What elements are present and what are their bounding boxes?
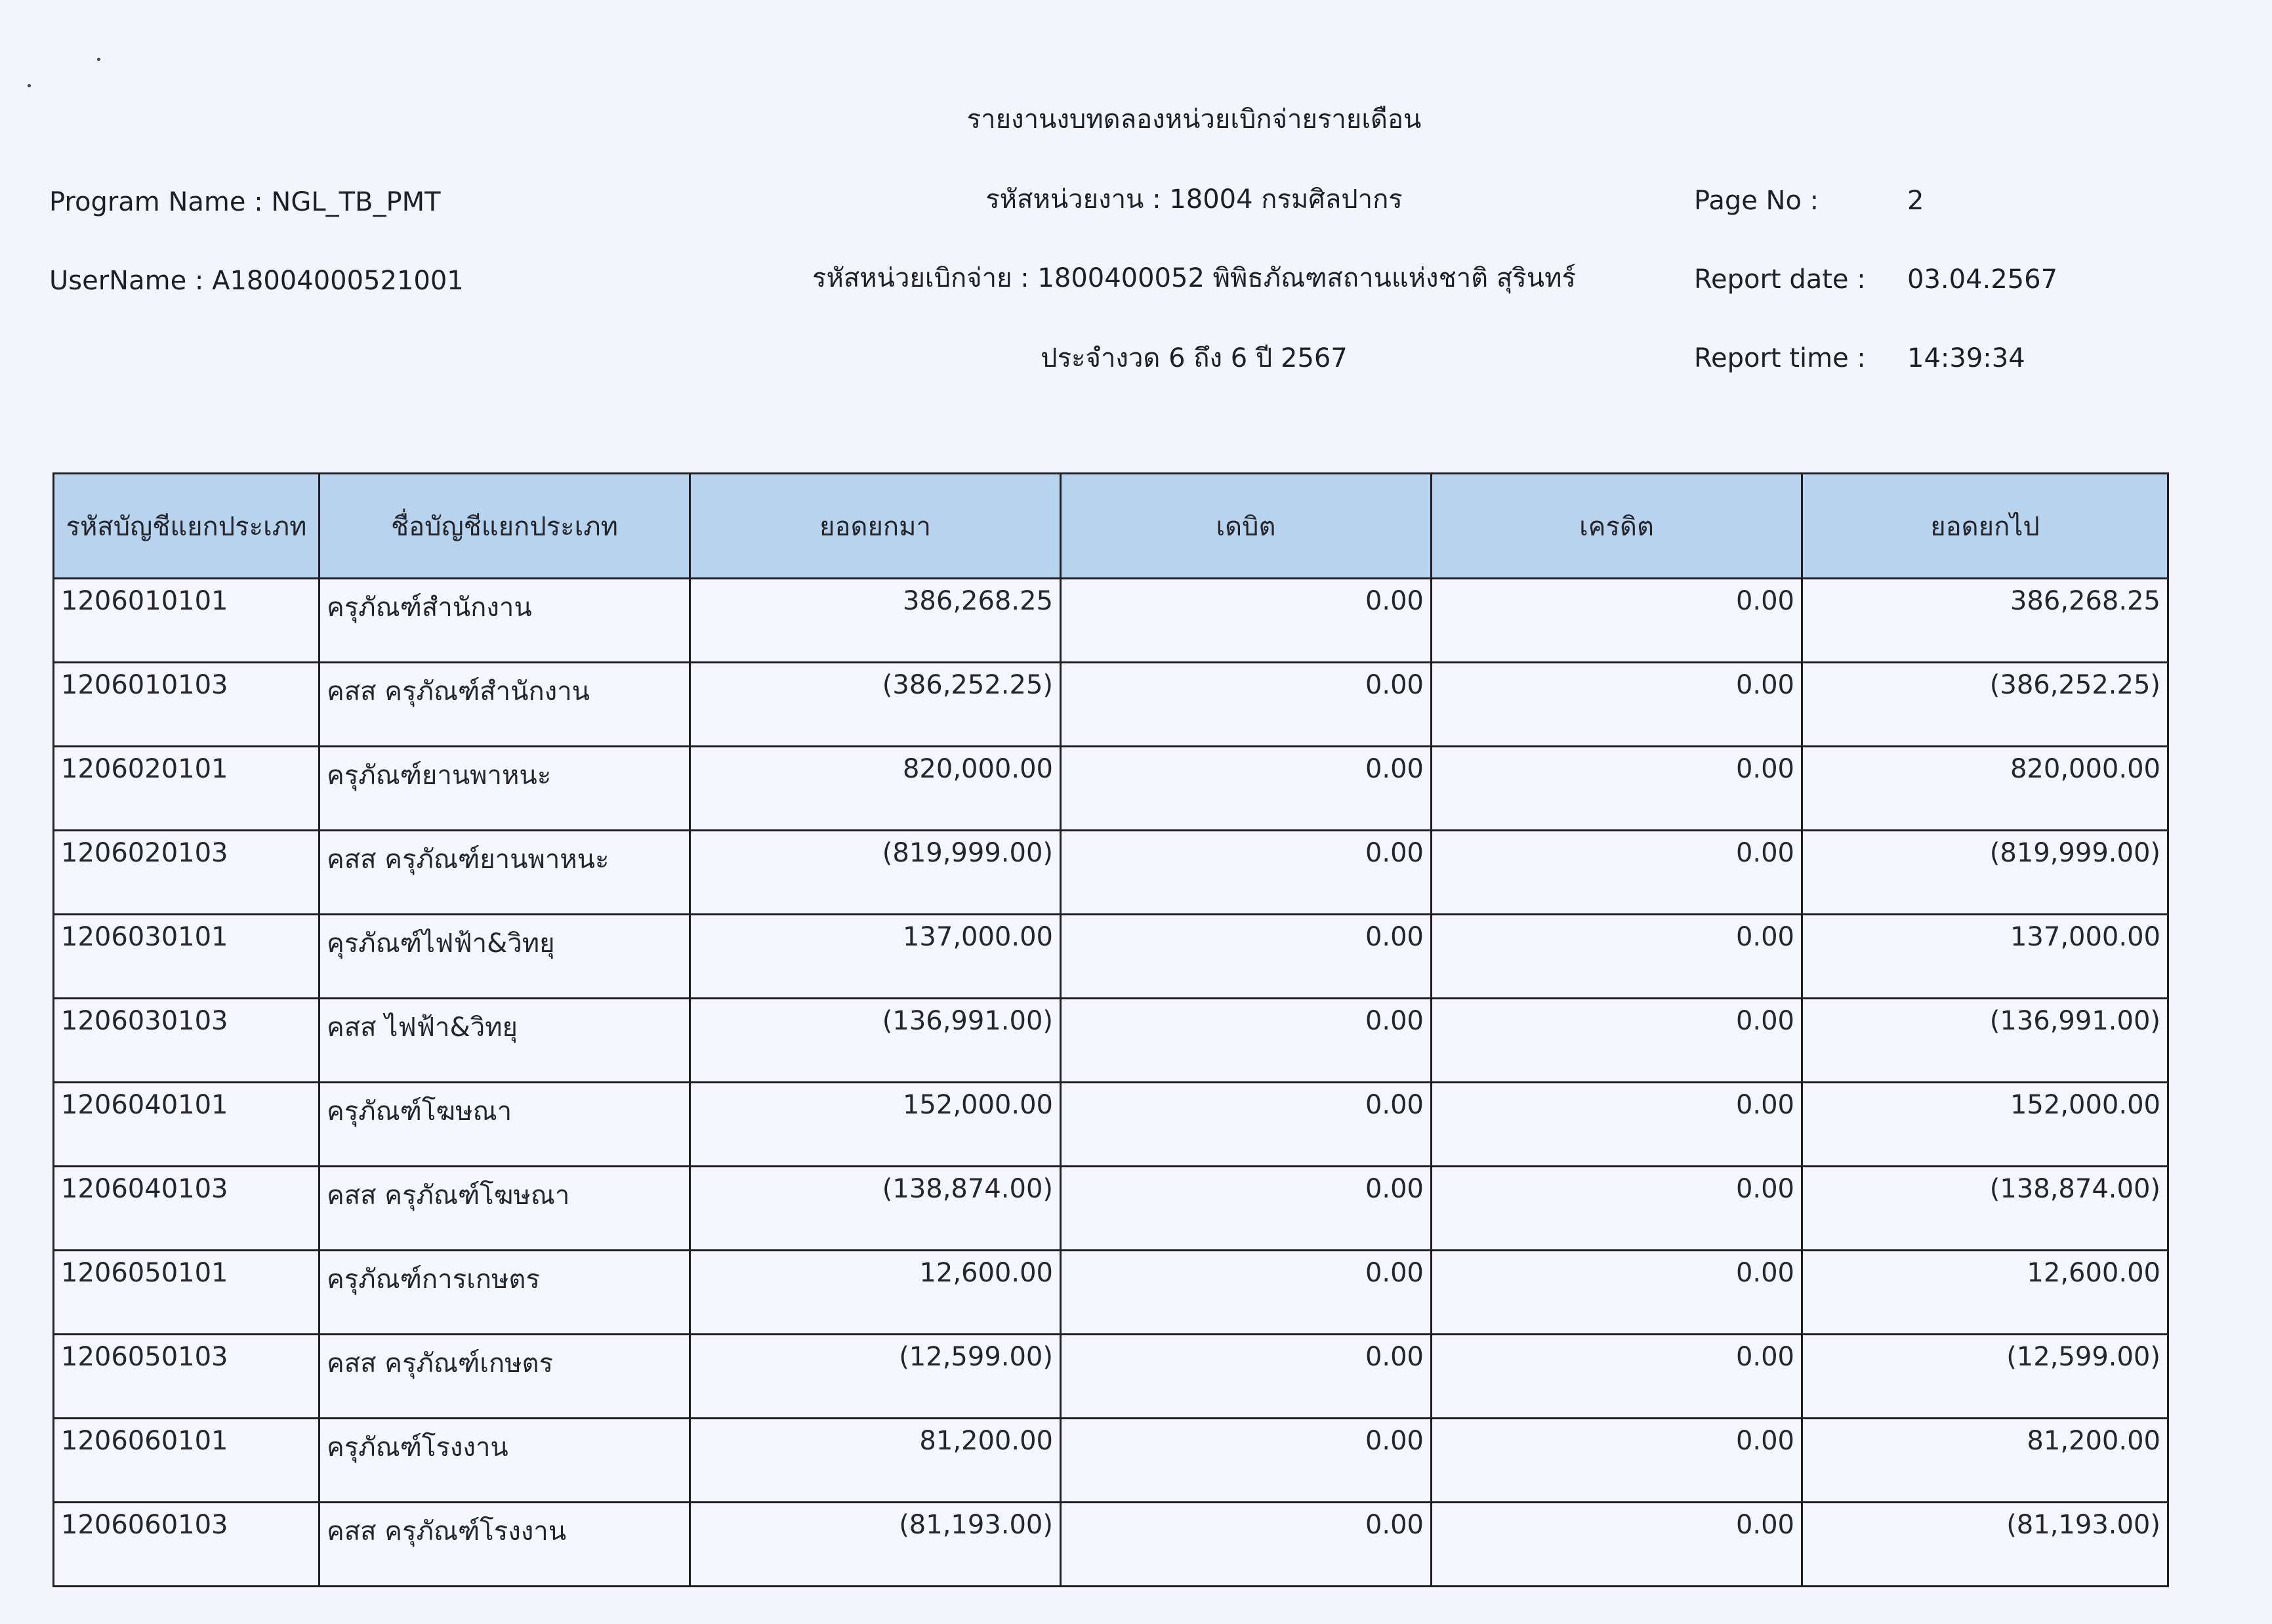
closing-balance-cell: (138,874.00) <box>1802 1167 2168 1251</box>
account-code-cell: 1206050101 <box>54 1251 320 1335</box>
account-name-cell: คสส ไฟฟ้า&วิทยุ <box>320 999 690 1083</box>
credit-cell: 0.00 <box>1432 1335 1802 1419</box>
debit-cell: 0.00 <box>1061 663 1432 747</box>
credit-cell: 0.00 <box>1432 915 1802 999</box>
table-row <box>54 1083 2168 1167</box>
period-line: ประจำงวด 6 ถึง 6 ปี 2567 <box>1041 343 1348 373</box>
account-code-cell: 1206020103 <box>54 831 320 915</box>
closing-balance-cell: 12,600.00 <box>1802 1251 2168 1335</box>
col-header-opening-balance: ยอดยกมา <box>690 474 1061 579</box>
table-row <box>54 1335 2168 1419</box>
opening-balance-cell: (138,874.00) <box>690 1167 1061 1251</box>
account-code-cell: 1206050103 <box>54 1335 320 1419</box>
account-name-cell: ครุภัณฑ์โฆษณา <box>320 1083 690 1167</box>
debit-cell: 0.00 <box>1061 999 1432 1083</box>
table-row <box>54 1251 2168 1335</box>
opening-balance-cell: (386,252.25) <box>690 663 1061 747</box>
report-title: รายงานงบทดลองหน่วยเบิกจ่ายรายเดือน <box>966 104 1422 135</box>
closing-balance-cell: (12,599.00) <box>1802 1335 2168 1419</box>
closing-balance-cell: 81,200.00 <box>1802 1419 2168 1503</box>
credit-cell: 0.00 <box>1432 1503 1802 1587</box>
debit-cell: 0.00 <box>1061 1167 1432 1251</box>
credit-cell: 0.00 <box>1432 999 1802 1083</box>
table-row <box>54 999 2168 1083</box>
opening-balance-cell: (81,193.00) <box>690 1503 1061 1587</box>
debit-cell: 0.00 <box>1061 579 1432 663</box>
table-row <box>54 1167 2168 1251</box>
account-code-cell: 1206010103 <box>54 663 320 747</box>
table-row <box>54 1419 2168 1503</box>
account-code-cell: 1206030103 <box>54 999 320 1083</box>
opening-balance-cell: 81,200.00 <box>690 1419 1061 1503</box>
account-code-cell: 1206030101 <box>54 915 320 999</box>
opening-balance-cell: 386,268.25 <box>690 579 1061 663</box>
scan-speck <box>97 58 100 61</box>
table-row <box>54 747 2168 831</box>
opening-balance-cell: 152,000.00 <box>690 1083 1061 1167</box>
debit-cell: 0.00 <box>1061 831 1432 915</box>
account-name-cell: คสส ครุภัณฑ์เกษตร <box>320 1335 690 1419</box>
opening-balance-cell: (12,599.00) <box>690 1335 1061 1419</box>
credit-cell: 0.00 <box>1432 1251 1802 1335</box>
page-no-value: 2 <box>1907 186 1924 216</box>
account-code-cell: 1206010101 <box>54 579 320 663</box>
closing-balance-cell: (819,999.00) <box>1802 831 2168 915</box>
account-code-cell: 1206060103 <box>54 1503 320 1587</box>
account-code-cell: 1206060101 <box>54 1419 320 1503</box>
table-header-row <box>54 474 2168 579</box>
user-name: UserName : A18004000521001 <box>49 266 464 296</box>
report-time-value: 14:39:34 <box>1907 343 2025 373</box>
col-header-debit: เดบิต <box>1061 474 1432 579</box>
credit-cell: 0.00 <box>1432 747 1802 831</box>
debit-cell: 0.00 <box>1061 1251 1432 1335</box>
disbursing-unit-line: รหัสหน่วยเบิกจ่าย : 1800400052 พิพิธภัณฑสถานแห่งชาติ สุรินทร์ <box>812 263 1576 293</box>
account-name-cell: คสส ครุภัณฑ์ยานพาหนะ <box>320 831 690 915</box>
report-date-label: Report date : <box>1694 264 1866 295</box>
debit-cell: 0.00 <box>1061 1335 1432 1419</box>
col-header-account-code: รหัสบัญชีแยกประเภท <box>54 474 320 579</box>
page-no-label: Page No : <box>1694 186 1819 216</box>
report-time-label: Report time : <box>1694 343 1866 373</box>
program-name: Program Name : NGL_TB_PMT <box>49 187 441 217</box>
trial-balance-table <box>52 472 2169 1587</box>
credit-cell: 0.00 <box>1432 663 1802 747</box>
debit-cell: 0.00 <box>1061 747 1432 831</box>
credit-cell: 0.00 <box>1432 579 1802 663</box>
credit-cell: 0.00 <box>1432 1167 1802 1251</box>
account-name-cell: ครุภัณฑ์ยานพาหนะ <box>320 747 690 831</box>
opening-balance-cell: 137,000.00 <box>690 915 1061 999</box>
debit-cell: 0.00 <box>1061 1503 1432 1587</box>
closing-balance-cell: 137,000.00 <box>1802 915 2168 999</box>
account-code-cell: 1206040101 <box>54 1083 320 1167</box>
opening-balance-cell: (819,999.00) <box>690 831 1061 915</box>
closing-balance-cell: (81,193.00) <box>1802 1503 2168 1587</box>
col-header-account-name: ชื่อบัญชีแยกประเภท <box>320 474 690 579</box>
opening-balance-cell: (136,991.00) <box>690 999 1061 1083</box>
table-row <box>54 663 2168 747</box>
table-row <box>54 1503 2168 1587</box>
closing-balance-cell: 820,000.00 <box>1802 747 2168 831</box>
closing-balance-cell: (136,991.00) <box>1802 999 2168 1083</box>
scan-speck <box>28 84 31 87</box>
account-name-cell: ครุภัณฑ์สำนักงาน <box>320 579 690 663</box>
account-code-cell: 1206040103 <box>54 1167 320 1251</box>
account-name-cell: คสส ครุภัณฑ์สำนักงาน <box>320 663 690 747</box>
agency-line: รหัสหน่วยงาน : 18004 กรมศิลปากร <box>985 184 1403 215</box>
table-row <box>54 831 2168 915</box>
debit-cell: 0.00 <box>1061 1419 1432 1503</box>
account-name-cell: ครุภัณฑ์โรงงาน <box>320 1419 690 1503</box>
account-name-cell: คุรภัณฑ์ไฟฟ้า&วิทยุ <box>320 915 690 999</box>
table-row <box>54 915 2168 999</box>
credit-cell: 0.00 <box>1432 1083 1802 1167</box>
table-row <box>54 579 2168 663</box>
closing-balance-cell: 386,268.25 <box>1802 579 2168 663</box>
closing-balance-cell: (386,252.25) <box>1802 663 2168 747</box>
report-date-value: 03.04.2567 <box>1907 264 2058 295</box>
opening-balance-cell: 820,000.00 <box>690 747 1061 831</box>
closing-balance-cell: 152,000.00 <box>1802 1083 2168 1167</box>
col-header-closing-balance: ยอดยกไป <box>1802 474 2168 579</box>
debit-cell: 0.00 <box>1061 915 1432 999</box>
account-name-cell: ครุภัณฑ์การเกษตร <box>320 1251 690 1335</box>
account-name-cell: คสส ครุภัณฑ์โรงงาน <box>320 1503 690 1587</box>
opening-balance-cell: 12,600.00 <box>690 1251 1061 1335</box>
credit-cell: 0.00 <box>1432 831 1802 915</box>
col-header-credit: เครดิต <box>1432 474 1802 579</box>
credit-cell: 0.00 <box>1432 1419 1802 1503</box>
debit-cell: 0.00 <box>1061 1083 1432 1167</box>
account-name-cell: คสส ครุภัณฑ์โฆษณา <box>320 1167 690 1251</box>
account-code-cell: 1206020101 <box>54 747 320 831</box>
